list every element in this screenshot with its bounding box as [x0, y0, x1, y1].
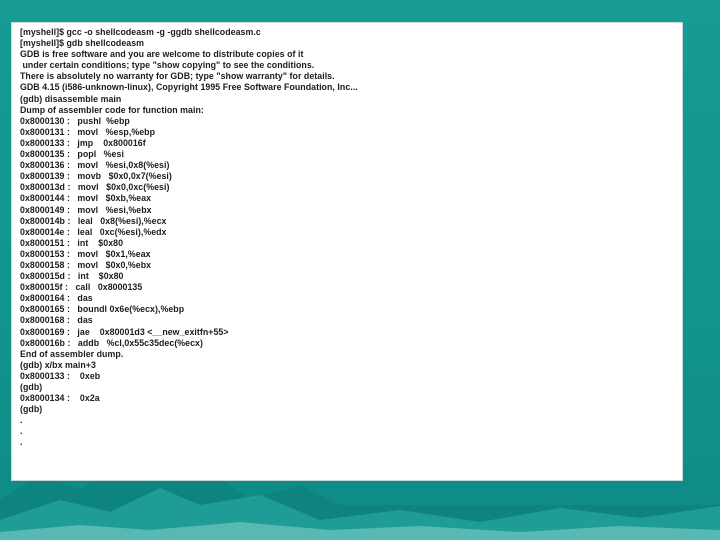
- terminal-line: (gdb): [20, 382, 43, 392]
- terminal-line: 0x8000144 : movl $0xb,%eax: [20, 193, 152, 204]
- terminal-line: (gdb) x/bx main+3: [20, 359, 96, 370]
- terminal-line: 0x8000168 : das: [20, 315, 93, 326]
- terminal-line: under certain conditions; type "show copying" to see the conditions.: [20, 60, 315, 71]
- terminal-line: 0x8000169 : jae 0x80001d3 <__new_exitfn+55>: [20, 326, 229, 337]
- terminal-line: End of assembler dump.: [20, 348, 124, 359]
- terminal-line: 0x8000139 : movb $0x0,0x7(%esi): [20, 171, 172, 182]
- terminal-line: GDB is free software and you are welcome to distribute copies of it: [20, 49, 304, 60]
- terminal-line: 0x8000165 : boundl 0x6e(%ecx),%ebp: [20, 304, 185, 315]
- terminal-line: 0x8000153 : movl $0x1,%eax: [20, 248, 151, 259]
- terminal-line: 0x800014b : leal 0x8(%esi),%ecx: [20, 215, 167, 226]
- terminal-line: 0x8000136 : movl %esi,0x8(%esi): [20, 160, 170, 171]
- terminal-line: 0x800014e : leal 0xc(%esi),%edx: [20, 226, 167, 237]
- terminal-line: 0x8000133 : jmp 0x800016f: [20, 137, 146, 148]
- terminal-line: GDB 4.15 (i586-unknown-linux), Copyright 1995 Free Software Foundation, Inc...: [20, 82, 358, 93]
- terminal-line: (gdb): [20, 404, 43, 415]
- terminal-line: 0x8000130 : pushl %ebp: [20, 115, 130, 126]
- terminal-line: 0x800015d : int $0x80: [20, 271, 124, 282]
- ellipsis-dot: .: [20, 437, 23, 448]
- terminal-line: 0x8000133 : 0xeb: [20, 370, 101, 381]
- terminal-line: 0x8000158 : movl $0x0,%ebx: [20, 259, 152, 270]
- terminal-line: Dump of assembler code for function main:: [20, 104, 204, 115]
- terminal-line: 0x8000134 : 0x2a: [20, 393, 100, 404]
- terminal-line: 0x800016b : addb %cl,0x55c35dec(%ecx): [20, 337, 203, 348]
- terminal-line: 0x8000131 : movl %esp,%ebp: [20, 126, 155, 137]
- ellipsis-dot: .: [20, 415, 23, 426]
- terminal-line: 0x800013d : movl $0x0,0xc(%esi): [20, 182, 170, 193]
- terminal-line: 0x8000135 : popl %esi: [20, 149, 124, 160]
- terminal-line: 0x8000164 : das: [20, 293, 93, 304]
- terminal-line: 0x8000151 : int $0x80: [20, 237, 124, 248]
- terminal-output-panel: [11, 22, 683, 481]
- terminal-line: 0x8000149 : movl %esi,%ebx: [20, 204, 152, 215]
- ellipsis-dot: .: [20, 426, 23, 437]
- terminal-line: 0x800015f : call 0x8000135: [20, 282, 143, 293]
- terminal-line: [myshell]$ gdb shellcodeasm: [20, 38, 145, 49]
- terminal-line: There is absolutely no warranty for GDB; type "show warranty" for details.: [20, 71, 335, 82]
- terminal-line: (gdb) disassemble main: [20, 93, 122, 104]
- terminal-line: [myshell]$ gcc -o shellcodeasm -g -ggdb shellcodeasm.c: [20, 27, 261, 37]
